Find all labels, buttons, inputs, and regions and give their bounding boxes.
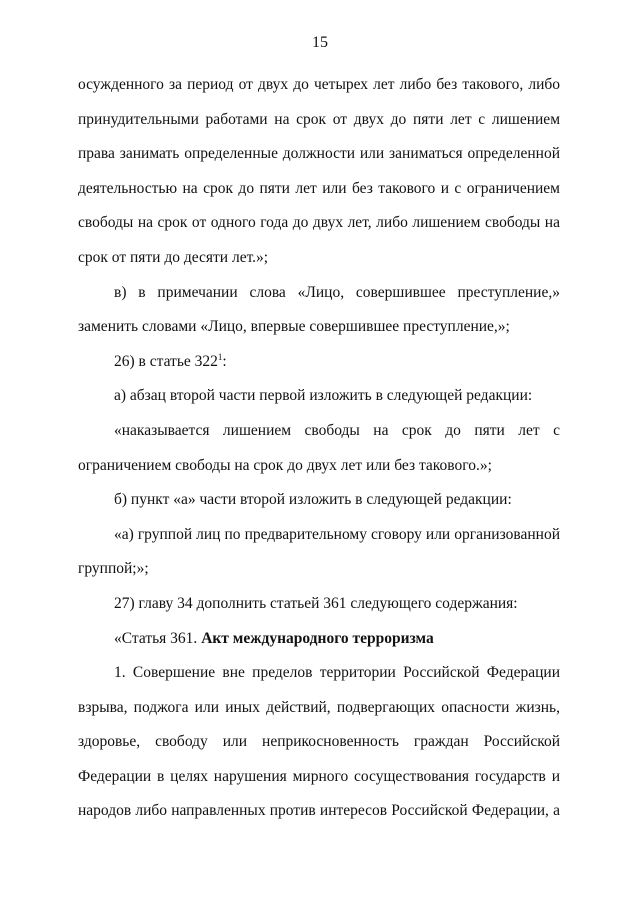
article-superscript: 1 bbox=[217, 351, 223, 362]
item-26-colon: : bbox=[222, 352, 227, 370]
paragraph-article-361-part-1: 1. Совершение вне пределов территории Российской Федерации взрыва, поджога или иных действий, подвергающих опасности жизнь, здоровье, свободу или неприкосновенность граждан Российской Федерации в целях нарушения мирного сосуществования государств и народов либо направленных против интересов Российской Федерации, а bbox=[78, 664, 560, 820]
article-number: «Статья 361. bbox=[114, 629, 202, 647]
item-26-text: 26) в статье 322 bbox=[114, 352, 218, 370]
article-title: Акт международного терроризма bbox=[201, 629, 434, 647]
paragraph-note-amendment: в) в примечании слова «Лицо, совершившее преступление,» заменить словами «Лицо, впервые совершившее преступление,»; bbox=[78, 283, 560, 336]
page-number: 15 bbox=[312, 34, 328, 51]
article-361-heading bbox=[78, 622, 560, 657]
paragraph-quote-punishment: «наказывается лишением свободы на срок до пяти лет с ограничением свободы на срок до двух лет или без такового.»; bbox=[78, 421, 560, 474]
paragraph-sentence-end: осужденного за период от двух до четырех лет либо без такового, либо принудительными работами на срок от двух до пяти лет с лишением права занимать определенные должности или заниматься определенной деятельностью на срок до пяти лет или без такового и с ограничением свободы на срок от одного года до двух лет, либо лишением свободы на срок от пяти до десяти лет.»; bbox=[78, 76, 560, 266]
document-body bbox=[78, 68, 560, 829]
paragraph-subitem-b: б) пункт «а» части второй изложить в следующей редакции: bbox=[114, 491, 512, 509]
paragraph-subitem-a: а) абзац второй части первой изложить в следующей редакции: bbox=[114, 387, 533, 405]
paragraph-item-26 bbox=[78, 345, 560, 380]
paragraph-quote-group: «а) группой лиц по предварительному сговору или организованной группой;»; bbox=[78, 525, 560, 578]
paragraph-item-27: 27) главу 34 дополнить статьей 361 следующего содержания: bbox=[114, 594, 518, 612]
